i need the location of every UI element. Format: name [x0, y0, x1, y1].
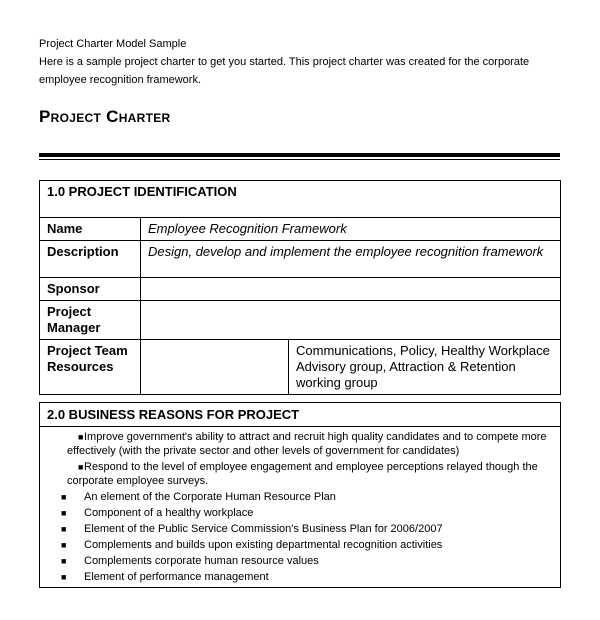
list-item: ■ Element of performance management: [61, 571, 269, 583]
sponsor-value: [141, 278, 561, 301]
title-rule-thin: [39, 159, 560, 160]
list-item: ■ Component of a healthy workplace: [61, 507, 254, 519]
team-resources-label: Project Team Resources: [40, 340, 141, 395]
section-heading: 2.0 BUSINESS REASONS FOR PROJECT: [40, 403, 561, 427]
section-heading: 1.0 PROJECT IDENTIFICATION: [40, 181, 561, 218]
list-item: ■ Complements corporate human resource values: [61, 555, 319, 567]
square-bullet-icon: ■: [61, 492, 67, 502]
list-item: ■ Complements and builds upon existing departmental recognition activities: [61, 539, 443, 551]
reasons-list: [41, 428, 559, 584]
project-identification-table: [39, 180, 561, 395]
list-item: ■ Element of the Public Service Commission's Business Plan for 2006/2007: [61, 523, 443, 535]
project-manager-value: [141, 301, 561, 340]
title-rule-thick: [39, 153, 560, 157]
team-resources-value: [141, 340, 289, 395]
page-title: Project Charter: [39, 107, 171, 126]
intro-line-3: employee recognition framework.: [39, 74, 202, 86]
list-item: ■ Improve government's ability to attract and recruit high quality candidates and to compete more effectively (with the private sector and other levels of government for candidates): [41, 430, 559, 458]
description-label: Description: [40, 241, 141, 278]
square-bullet-icon: ■: [61, 556, 67, 566]
square-bullet-icon: ■: [78, 462, 84, 472]
name-value: Employee Recognition Framework: [141, 218, 561, 241]
intro-line-2: Here is a sample project charter to get you started. This project charter was created for the corporate: [39, 56, 530, 68]
intro-line-1: Project Charter Model Sample: [39, 38, 187, 50]
description-value: Design, develop and implement the employee recognition framework: [141, 241, 561, 278]
reasons-cell: [40, 427, 561, 588]
team-resources-groups: Communications, Policy, Healthy Workplace Advisory group, Attraction & Retention working group: [289, 340, 561, 395]
list-item: ■ Respond to the level of employee engagement and employee perceptions relayed though the corporate employee surveys.: [41, 460, 559, 488]
square-bullet-icon: ■: [78, 432, 84, 442]
name-label: Name: [40, 218, 141, 241]
square-bullet-icon: ■: [61, 572, 67, 582]
intro-text: [39, 35, 569, 89]
square-bullet-icon: ■: [61, 540, 67, 550]
business-reasons-table: [39, 402, 561, 588]
square-bullet-icon: ■: [61, 524, 67, 534]
list-item: ■ An element of the Corporate Human Resource Plan: [61, 491, 336, 503]
project-manager-label: Project Manager: [40, 301, 141, 340]
square-bullet-icon: ■: [61, 508, 67, 518]
sponsor-label: Sponsor: [40, 278, 141, 301]
